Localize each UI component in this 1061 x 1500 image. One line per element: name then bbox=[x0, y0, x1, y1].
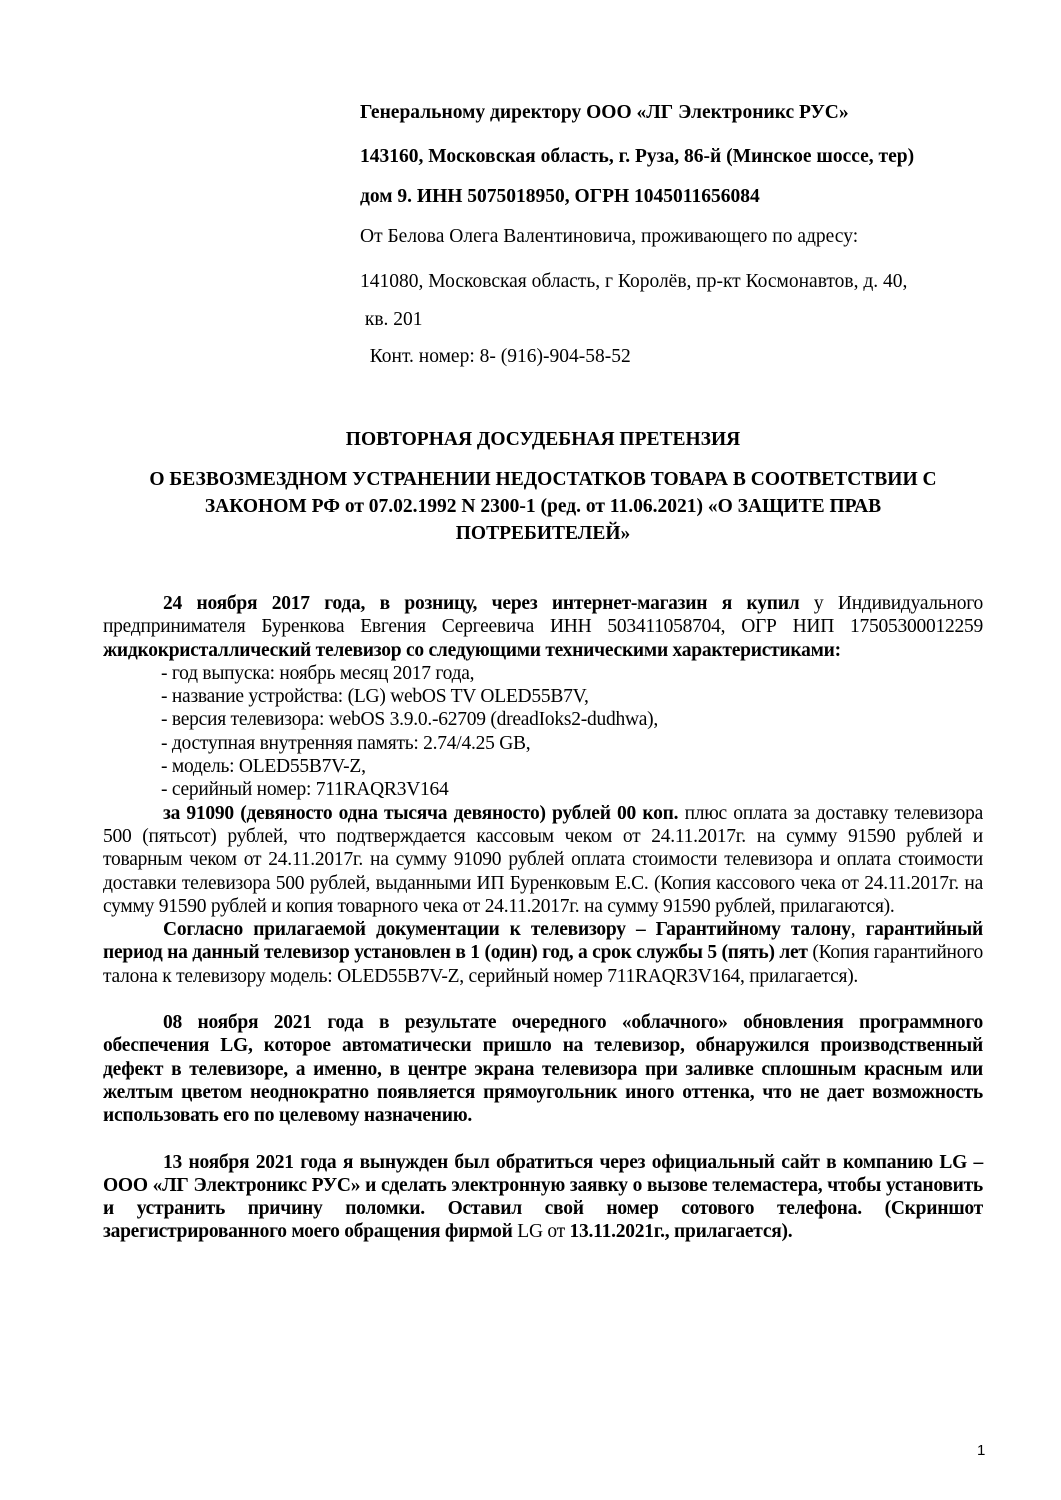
header-line-address: 143160, Московская область, г. Руза, 86-й (Минское шоссе, тер) bbox=[360, 146, 915, 167]
spec-list-item bbox=[103, 732, 983, 755]
bold-text: Согласно прилагаемой документации к телевизору – Гарантийному талону bbox=[163, 919, 851, 941]
text: - серийный номер: 711RAQR3V164 bbox=[161, 779, 449, 801]
bold-text: 08 ноября 2021 года в результате очередного «облачного» обновления программного обеспечения LG, которое автоматически пришло на телевизор, обнаружился производственный дефект в телевизоре, а именно, в центре экрана телевизора при заливке сплошным красным или желтым цветом неоднократно появляется прямоугольник иного оттенка, что не дает возможность использовать его по целевому назначению. bbox=[103, 1012, 983, 1127]
body-paragraph bbox=[103, 918, 983, 988]
spec-list-item bbox=[103, 778, 983, 801]
text: (Копия гарантийного талона к телевизору модель: OLED55B7V-Z, серийный номер 711RAQR3V164, прилагается). bbox=[103, 942, 983, 987]
header-line-recipient: Генеральному директору ООО «ЛГ Электроникс РУС» bbox=[360, 102, 849, 123]
text: LG от bbox=[512, 1221, 570, 1243]
text: у Индивидуального предпринимателя Буренкова Евгения Сергеевича ИНН 503411058704, ОГР НИП 17505300012259 bbox=[103, 593, 983, 638]
bold-text: 13 ноября 2021 года я вынужден был обратиться через официальный сайт в компанию LG – ООО «ЛГ Электроникс РУС» и сделать электронную заявку о вызове телемастера, чтобы установить и устранить причину поломки. Оставил свой номер сотового телефона. (Скриншот зарегистрированного моего обращения фирмой bbox=[103, 1151, 983, 1243]
bold-text: гарантийный период на данный телевизор установлен в 1 (один) год, а срок службы 5 (пять) лет bbox=[103, 919, 983, 964]
document-subtitle: О БЕЗВОЗМЕЗДНОМ УСТРАНЕНИИ НЕДОСТАТКОВ ТОВАРА В СООТВЕТСТВИИ С ЗАКОНОМ РФ от 07.02.1992 N 2300-1 (ред. от 11.06.2021) «О ЗАЩИТЕ ПРАВ ПОТРЕБИТЕЛЕЙ» bbox=[149, 469, 937, 544]
header-line-sender-address: 141080, Московская область, г Королёв, пр-кт Космонавтов, д. 40, bbox=[360, 271, 908, 292]
body-paragraph bbox=[103, 1151, 983, 1244]
page-number: 1 bbox=[977, 1442, 986, 1459]
text: - название устройства: (LG) webOS TV OLED55B7V, bbox=[161, 686, 589, 708]
body-paragraph bbox=[103, 1011, 983, 1127]
text: - модель: OLED55B7V-Z, bbox=[161, 756, 366, 778]
text: - доступная внутренняя память: 2.74/4.25 GB, bbox=[161, 732, 531, 754]
text: - год выпуска: ноябрь месяц 2017 года, bbox=[161, 662, 475, 684]
bold-text: жидкокристаллический телевизор со следующими техническими характеристиками: bbox=[103, 639, 841, 661]
text: , bbox=[850, 919, 866, 941]
text: - версия телевизора: webOS 3.9.0.-62709 (dreadIoks2-dudhwa), bbox=[161, 709, 659, 731]
bold-text: 24 ноября 2017 года, в розницу, через интернет-магазин я купил bbox=[163, 593, 800, 614]
spec-list-item bbox=[103, 755, 983, 778]
spec-list-item bbox=[103, 685, 983, 708]
header-line-apartment: кв. 201 bbox=[360, 309, 423, 330]
text: плюс оплата за доставку телевизора 500 (пятьсот) рублей, что подтверждается кассовым чеком от 24.11.2017г. на сумму 91590 рублей и товарным чеком от 24.11.2017г. на сумму 91090 рублей оплата стоимости телевизора и оплата стоимости доставки телевизора 500 рублей, выданными ИП Буренковым Е.С. (Копия кассового чека от 24.11.2017г. на сумму 91590 рублей и копия товарного чека от 24.11.2017г. на сумму 91590 рублей, прилагаются). bbox=[103, 802, 984, 917]
document-body bbox=[103, 592, 983, 1244]
spec-list-item bbox=[103, 708, 983, 731]
document-title: ПОВТОРНАЯ ДОСУДЕБНАЯ ПРЕТЕНЗИЯ bbox=[345, 429, 741, 450]
header-line-sender: От Белова Олега Валентиновича, проживающего по адресу: bbox=[360, 226, 859, 247]
header-line-registration: дом 9. ИНН 5075018950, ОГРН 1045011656084 bbox=[360, 186, 760, 207]
body-paragraph bbox=[103, 802, 983, 918]
bold-text: 13.11.2021г., прилагается). bbox=[569, 1221, 793, 1243]
spec-list-item bbox=[103, 662, 983, 685]
bold-text: за 91090 (девяносто одна тысяча девяносто) рублей 00 коп. bbox=[163, 802, 679, 824]
body-paragraph bbox=[103, 592, 983, 662]
header-line-phone: Конт. номер: 8- (916)-904-58-52 bbox=[360, 346, 631, 367]
